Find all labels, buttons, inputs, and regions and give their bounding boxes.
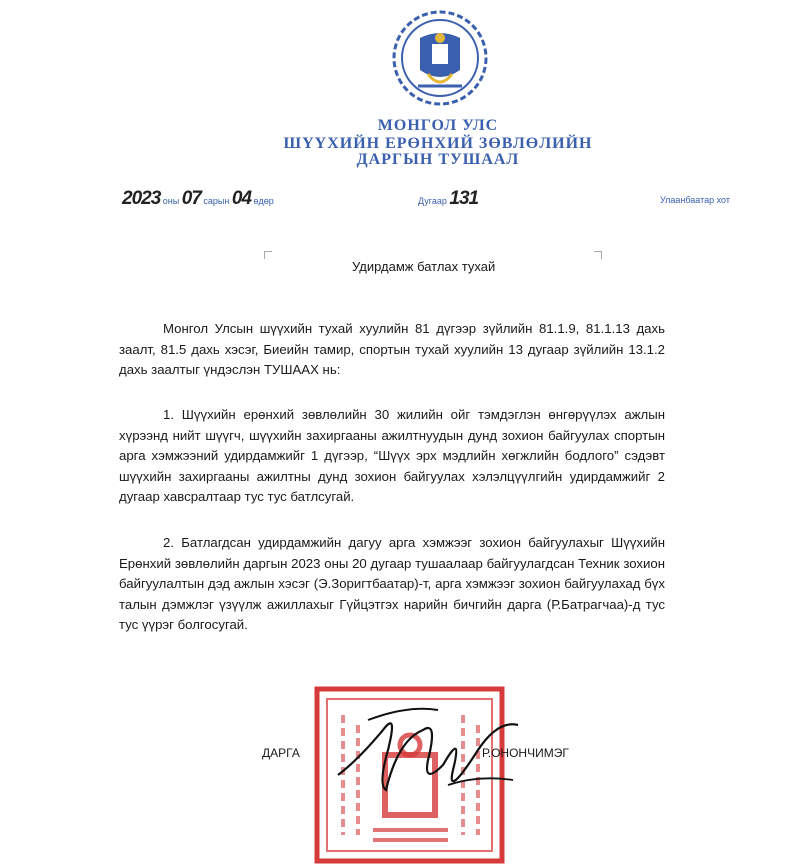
country-heading: МОНГОЛ УЛС	[377, 117, 499, 134]
doc-number: 131	[449, 188, 479, 209]
month-suffix: сарын	[203, 196, 230, 206]
preamble-paragraph: Монгол Улсын шүүхийн тухай хуулийн 81 дүгээр зүйлийн 81.1.9, 81.1.13 дахь заалт, 81.5 дахь хэсэг, Биеийн тамир, спортын тухай хуулийн 13 дугаар зүйлийн 13.1.2 дахь заалтыг үндэслэн ТУШААХ нь:	[119, 321, 665, 377]
day-suffix: өдөр	[253, 196, 274, 206]
number-label: Дугаар	[418, 196, 447, 206]
date-day: 04	[231, 188, 252, 209]
state-emblem-icon	[390, 8, 490, 108]
subject-corner-left	[264, 251, 272, 259]
order-item-1: 1. Шүүхийн ерөнхий зөвлөлийн 30 жилийн ойг тэмдэглэн өнгөрүүлэх ажлын хүрээнд нийт шүүгч, шүүхийн захиргааны ажилтнуудын дунд зохион байгуулах спортын арга хэмжээний удирдамжийг 1 дүгээр, “Шүүх эрх мэдлийн хөгжлийн бодлого” сэдэвт шүүхийн захиргааны ажилтны дунд зохион байгуулах хэлэлцүүлгийн удирдамжийг 2 дугаар хавсралтаар тус тус батлсугай.	[119, 407, 665, 504]
subject-corner-right	[594, 251, 602, 259]
date-year: 2023	[122, 188, 161, 209]
order-item-2: 2. Батлагдсан удирдамжийн дагуу арга хэмжээг зохион байгуулахыг Шүүхийн Ерөнхий зөвлөлийн даргын 2023 оны 20 дугаар тушаалаар байгуулагдсан Техник зохион байгуулалтын дэд ажлын хэсэг (Э.Зоригтбаатар)-т, арга хэмжээг зохион байгуулахад бүх талын дэмжлэг үзүүлж ажиллахыг Гүйцэтгэх нарийн бичгийн дарга (Р.Батрагчаа)-д тус тус үүрэг болгосугай.	[119, 535, 665, 632]
authority-heading: ШҮҮХИЙН ЕРӨНХИЙ ЗӨВЛӨЛИЙН	[283, 135, 593, 152]
subject-title: Удирдамж батлах тухай	[352, 259, 496, 274]
year-suffix: оны	[162, 196, 180, 206]
signatory-title: ДАРГА	[262, 746, 300, 760]
date-line	[122, 188, 274, 212]
date-month: 07	[181, 188, 201, 209]
doc-type-heading: ДАРГЫН ТУШААЛ	[356, 151, 520, 168]
place-label: Улаанбаатар хот	[660, 195, 730, 205]
number-line	[418, 188, 478, 212]
signatory-name: Р.ОНОНЧИМЭГ	[482, 746, 569, 760]
